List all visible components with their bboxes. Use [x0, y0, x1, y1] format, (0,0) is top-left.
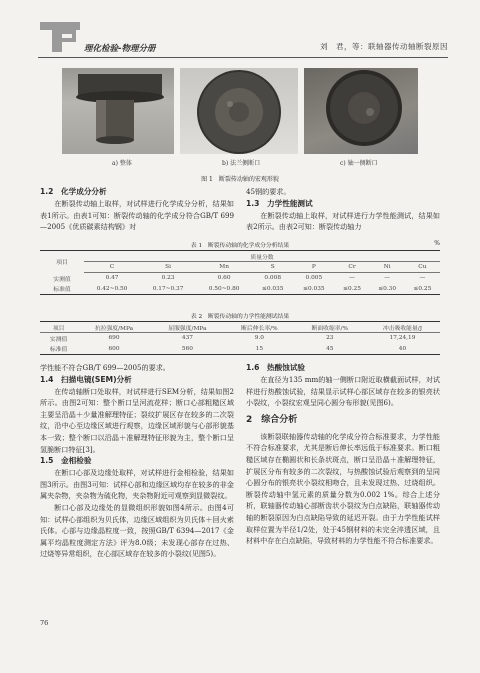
section-1-4-text: 在传动轴断口处取样，对试样进行SEM分析，结果如图2所示。由图2可知：整个断口呈河流花样；断口心部粗糙区域主要呈沿晶＋少量准解理特征；裂纹扩展区存在较多的二次裂纹，沿中心至边缘区域进行观察，边缘区域形貌与心部形貌基本一致；整个断口以沿晶＋准解理特征形貌为主，整个断口呈氢脆断口特征[3]。 — [40, 386, 234, 454]
section-1-4-heading: 1.4 扫描电镜(SEM)分析 — [40, 374, 132, 384]
table-1-col-header: Si — [140, 262, 196, 273]
photo-overall-shaft — [62, 68, 174, 154]
left-column-top — [40, 186, 234, 233]
section-2-text: 该断裂联轴器传动轴的化学成分符合标准要求，力学性能不符合标准要求，尤其是断后伸长率远低于标准要求。断口粗糙区域存在椭圆状和长条状斑点，断口呈沿晶＋准解理特征，扩展区分布有较多的二次裂纹，与热酸蚀试验后观察到的呈同心圆分布的银亮状小裂纹相吻合，且未发现过热、过烧组织。断裂传动轴中氢元素的质量分数为0.002 1%。综合上述分析，联轴器传动轴心部断齿状小裂纹为白点缺陷，联轴器传动轴的断裂原因为白点缺陷导致的延迟开裂。由于力学性能试样取样位置为半径1/2处，处于45钢材料的未完全淬透区域，且材料中存在白点缺陷，导致材料的力学性能不符合标准要求。 — [246, 431, 440, 546]
left-column-bottom — [40, 362, 234, 560]
section-1-5-text-a: 在断口心部及边缘处取样，对试样进行金相检验，结果如图3所示。由图3可知：试样心部和边缘区域均存在较多的非金属夹杂物，夹杂物为硫化物，夹杂物附近可观察到显微裂纹。 — [40, 468, 234, 501]
table-row: 标准值 0.42~0.50 0.17~0.37 0.50~0.80 ≤0.035 ≤0.035 ≤0.25 ≤0.30 ≤0.25 — [40, 284, 440, 295]
table-1-col-header: Cr — [334, 262, 369, 273]
figure-1a-caption: a) 整体 — [112, 160, 132, 167]
table-1-col-header: Cu — [405, 262, 440, 273]
table-row: 实测值 0.47 0.23 0.60 0.008 0.005 — — — — [53, 275, 426, 283]
table-2-title: 表 2 断裂传动轴的力学性能测试结果 — [190, 314, 290, 320]
table-1-col-header: P — [293, 262, 334, 273]
journal-name: 理化检验-物理分册 — [84, 44, 156, 54]
photo-flange-side-fracture — [180, 68, 298, 154]
section-1-2-text: 在断裂传动轴上取样，对试样进行化学成分分析，结果如表1所示。由表1可知：断裂传动轴的化学成分符合GB/T 699—2005《优质碳素结构钢》对 — [40, 199, 234, 232]
table-row: 实测值 690 437 9.0 23 17,24,19 — [49, 335, 416, 343]
figure-1-title: 图 1 断裂传动轴的宏观形貌 — [201, 176, 279, 183]
figure-1c-caption: c) 轴一侧断口 — [340, 160, 378, 167]
journal-logo-icon — [40, 22, 80, 54]
article-running-title: 刘 君，等：联轴器传动轴断裂原因 — [320, 42, 448, 51]
table-1-col-header: S — [252, 262, 293, 273]
photo-shaft-side-fracture — [304, 68, 418, 154]
figure-1b-caption: b) 法兰侧断口 — [222, 160, 261, 167]
section-1-6-text: 在直径为135 mm的轴一侧断口附近取横截面试样，对试样进行热酸蚀试验，结果显示试样心部区域存在较多的银亮状小裂纹，小裂纹宏观呈同心圆分布形貌(见图6)。 — [246, 375, 440, 408]
right-column-top — [246, 186, 440, 233]
table-1-title: 表 1 断裂传动轴的化学成分分析结果 — [190, 243, 290, 249]
section-1-5-heading: 1.5 金相检验 — [40, 456, 92, 466]
table-2-mechanical-properties: 项目 抗拉强度/MPa 屈服强度/MPa 断后伸长率/% 断面收缩率/% 冲击吸收能量/J 实测值 690 437 9.0 23 17,24,19 标准值 600 560 15 45 40 — [40, 321, 440, 355]
page-number: 76 — [40, 619, 49, 627]
table-1-item-header: 项目 — [40, 251, 84, 273]
section-1-6-heading: 1.6 热酸蚀试验 — [246, 363, 306, 372]
running-header — [38, 36, 448, 58]
section-2-heading: 2 综合分析 — [246, 414, 298, 425]
table-1-col-header: Ni — [370, 262, 405, 273]
table-row: 标准值 600 560 15 45 40 — [40, 344, 440, 355]
table-1-group-header: 质量分数 — [84, 251, 440, 262]
table-1-unit: % — [434, 240, 440, 247]
table-1-col-header: C — [84, 262, 140, 273]
section-1-3-heading: 1.3 力学性能测试 — [246, 198, 313, 208]
section-1-2-heading: 1.2 化学成分分析 — [40, 187, 107, 196]
figure-1-photos — [62, 68, 418, 154]
section-1-2-continued: 45钢的要求。 — [246, 187, 291, 196]
section-1-3-continued: 学性能不符合GB/T 699—2005的要求。 — [40, 363, 170, 372]
right-column-bottom — [246, 362, 440, 547]
section-1-3-text: 在断裂传动轴上取样，对试样进行力学性能测试，结果如表2所示。由表2可知：断裂传动轴力 — [246, 210, 440, 232]
table-1-col-header: Mn — [196, 262, 252, 273]
table-1-chemical-composition — [40, 250, 440, 295]
section-1-5-text-b: 断口心部及边缘处的显微组织形貌如图4所示。由图4可知：试样心部组织为贝氏体，边缘区域组织为贝氏体＋回火索氏体。心部与边缘晶粒度一致，按照GB/T 6394—2017《金属平均晶粒度测定方法》评为8.0级；未发现心部存在过热、过烧等异常组织，在心部区域存在较多的小裂纹(见图5)。 — [40, 502, 234, 559]
